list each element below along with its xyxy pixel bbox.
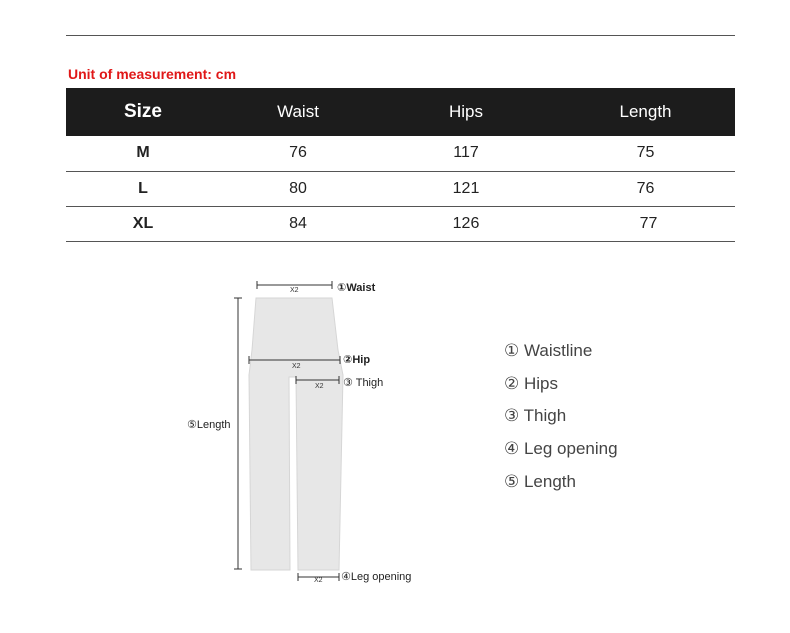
legend-item-thigh: ③ Thigh — [504, 406, 567, 426]
length-measure-line — [234, 298, 242, 569]
hips-cell: 121 — [452, 179, 480, 197]
waist-multiplier: X2 — [290, 287, 299, 294]
length-cell: 75 — [636, 144, 655, 162]
length-cell: 77 — [639, 214, 658, 232]
size-cell: XL — [132, 214, 154, 232]
thigh-label: ③ Thigh — [343, 377, 384, 389]
legend-item-waistline: ① Waistline — [504, 341, 593, 360]
size-cell: M — [136, 144, 150, 162]
header-size: Size — [123, 101, 163, 122]
waist-cell: 80 — [289, 179, 307, 197]
waist-label: ①Waist — [337, 282, 376, 294]
waist-cell: 76 — [289, 144, 307, 162]
waist-cell: 84 — [289, 214, 307, 232]
header-length: Length — [619, 102, 672, 121]
unit-note: Unit of measurement: cm — [68, 66, 237, 82]
hip-multiplier: X2 — [292, 363, 301, 370]
length-label: ⑤Length — [187, 419, 231, 431]
leg-opening-multiplier: X2 — [314, 577, 323, 584]
legend-item-hips: ② Hips — [504, 373, 558, 393]
header-hips: Hips — [448, 102, 483, 121]
length-cell: 76 — [636, 179, 655, 197]
pants-silhouette — [249, 298, 343, 570]
hips-cell: 117 — [453, 144, 479, 162]
legend-item-length: ⑤ Length — [504, 471, 576, 491]
header-waist: Waist — [277, 102, 319, 121]
size-cell: L — [138, 179, 148, 197]
hip-label: ②Hip — [343, 354, 371, 366]
thigh-multiplier: X2 — [315, 383, 324, 390]
leg-opening-label: ④Leg opening — [341, 571, 412, 583]
legend-item-leg-opening: ④ Leg opening — [504, 439, 618, 459]
measurement-legend — [504, 340, 618, 503]
hips-cell: 126 — [452, 214, 480, 232]
